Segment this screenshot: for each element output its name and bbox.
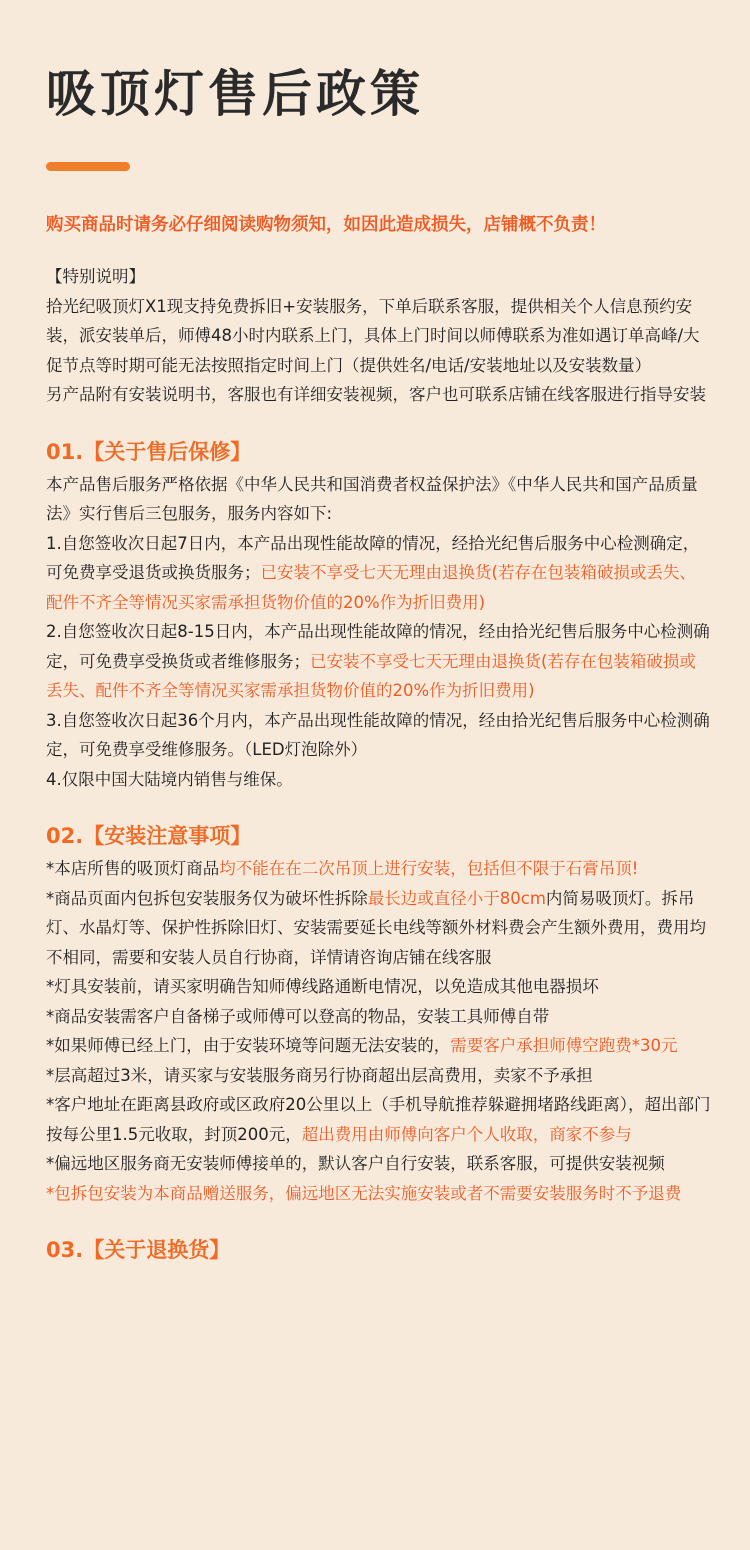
install-note-3: *灯具安装前，请买家明确告知师傅线路通断电情况，以免造成其他电器损坏: [46, 977, 599, 996]
install-note-5-highlight: 需要客户承担师傅空跑费*30元: [450, 1036, 678, 1055]
warranty-intro: 本产品售后服务严格依据《中华人民共和国消费者权益保护法》《中华人民共和国产品质量法》实行售后三包服务，服务内容如下:: [46, 474, 698, 523]
section-returns-title: 03.【关于退换货】: [46, 1238, 231, 1262]
special-heading: 【特别说明】: [46, 267, 145, 286]
install-note-7: [46, 1090, 712, 1149]
title-underline: [46, 162, 130, 171]
warranty-item-1-text: 1.自您签收次日起7日内，本产品出现性能故障的情况，经拾光纪售后服务中心检测确定，可免费享受退货或换货服务；: [46, 533, 700, 582]
install-note-4: *商品安装需客户自备梯子或师傅可以登高的物品，安装工具师傅自带: [46, 1006, 550, 1026]
special-notes: [46, 262, 712, 410]
purchase-warning: 购买商品时请务必仔细阅读购物须知，如因此造成损失，店铺概不负责！: [46, 215, 606, 235]
install-note-5-text: *如果师傅已经上门，由于安装环境等问题无法安装的，: [46, 1036, 451, 1055]
warranty-item-4: 4.仅限中国大陆境内销售与维保。: [46, 769, 293, 789]
warranty-item-3: 3.自您签收次日起36个月内，本产品出现性能故障的情况，经由拾光纪售后服务中心检测确定，可免费享受维修服务。（LED灯泡除外）: [46, 710, 710, 759]
install-note-2-text: *商品页面内包拆包安装服务仅为破坏性拆除: [46, 888, 368, 908]
warranty-item-1-highlight: 已安装不享受七天无理由退换货(若存在包装箱破损或丢失、配件不齐全等情况买家需承担货物价值的20%作为折旧费用): [46, 563, 696, 612]
section-installation: [46, 820, 712, 1208]
install-note-2-highlight: 最长边或直径小于80cm: [367, 888, 546, 908]
install-note-2-tail: 内简易吸顶灯。拆吊灯、水晶灯等、保护性拆除旧灯、安装需要延长电线等额外材料费会产生额外费用，费用均不相同，需要和安装人员自行协商，详情请咨询店铺在线客服: [46, 888, 706, 967]
warranty-item-2-text: 2.自您签收次日起8-15日内，本产品出现性能故障的情况，经由拾光纪售后服务中心检测确定，可免费享受换货或者维修服务；: [46, 622, 710, 671]
install-note-8: *偏远地区服务商无安装师傅接单的，默认客户自行安装，联系客服，可提供安装视频: [46, 1154, 665, 1173]
install-note-2: [46, 884, 712, 973]
section-warranty: [46, 436, 712, 795]
warranty-item-2-highlight: 已安装不享受七天无理由退换货(若存在包装箱破损或丢失、配件不齐全等情况买家需承担货物价值的20%作为折旧费用): [46, 651, 696, 700]
section-installation-title: 02.【安装注意事项】: [46, 824, 252, 848]
special-paragraph-1: 拾光纪吸顶灯X1现支持免费拆旧+安装服务，下单后联系客服，提供相关个人信息预约安装，派安装单后，师傅48小时内联系上门，具体上门时间以师傅联系为准如遇订单高峰/大促节点等时期可能无法按照指定时间上门（提供姓名/电话/安装地址以及安装数量）: [46, 296, 700, 375]
install-note-1: [46, 854, 712, 884]
special-paragraph-2: 另产品附有安装说明书，客服也有详细安装视频，客户也可联系店铺在线客服进行指导安装: [46, 385, 706, 404]
install-note-5: [46, 1031, 712, 1061]
section-returns: [46, 1234, 712, 1266]
warranty-item-2: [46, 617, 712, 706]
section-warranty-title: 01.【关于售后保修】: [46, 439, 252, 464]
install-note-7-text: *客户地址在距离县政府或区政府20公里以上（手机导航推荐躲避拥堵路线距离），超出部门按每公里1.5元收取，封顶200元，: [46, 1095, 711, 1144]
install-note-6: *层高超过3米，请买家与安装服务商另行协商超出层高费用，卖家不予承担: [46, 1065, 593, 1085]
install-note-1-text: *本店所售的吸顶灯商品: [46, 859, 220, 878]
install-note-9: [46, 1179, 712, 1209]
warranty-item-1: [46, 529, 712, 618]
page-title: 吸顶灯售后政策: [46, 65, 424, 123]
policy-content: [46, 208, 712, 1268]
install-note-7-highlight: 超出费用由师傅向客户个人收取，商家不参与: [301, 1124, 632, 1144]
install-note-1-highlight: 均不能在在二次吊顶上进行安装，包括但不限于石膏吊顶!: [219, 859, 639, 878]
install-note-9-highlight: *包拆包安装为本商品赠送服务，偏远地区无法实施安装或者不需要安装服务时不予退费: [46, 1183, 682, 1203]
